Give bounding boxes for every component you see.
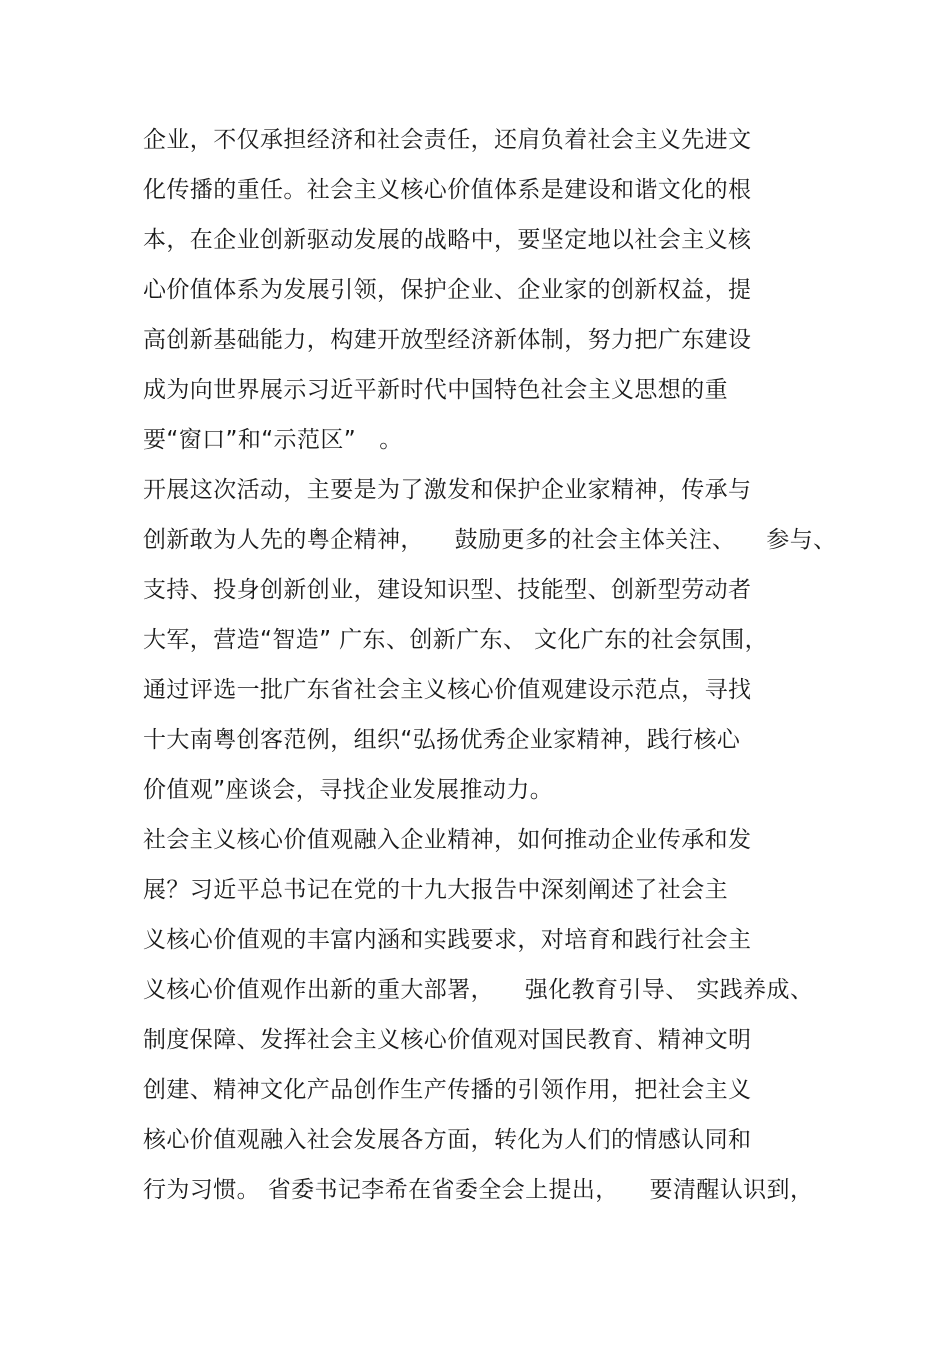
text-line: 社会主义核心价值观融入企业精神，如何推动企业传承和发 bbox=[143, 827, 752, 853]
text-line: 义核心价值观作出新的重大部署， 强化教育引导、 实践养成、 bbox=[143, 977, 814, 1003]
text-line: 制度保障、发挥社会主义核心价值观对国民教育、精神文明 bbox=[143, 1027, 752, 1053]
text-line: 大军，营造“智造” 广东、创新广东、 文化广东的社会氛围， bbox=[143, 627, 769, 653]
text-line: 通过评选一批广东省社会主义核心价值观建设示范点，寻找 bbox=[143, 677, 752, 703]
text-line: 创建、精神文化产品创作生产传播的引领作用，把社会主义 bbox=[143, 1077, 752, 1103]
text-line: 支持、投身创新创业，建设知识型、技能型、创新型劳动者 bbox=[143, 577, 752, 603]
text-line: 要“窗口”和“示范区” 。 bbox=[143, 427, 403, 453]
text-line: 成为向世界展示习近平新时代中国特色社会主义思想的重 bbox=[143, 377, 728, 403]
text-line: 展？习近平总书记在党的十九大报告中深刻阐述了社会主 bbox=[143, 877, 728, 903]
text-line: 行为习惯。 省委书记李希在省委全会上提出， 要清醒认识到， bbox=[143, 1177, 814, 1203]
text-line: 十大南粤创客范例，组织“弘扬优秀企业家精神，践行核心 bbox=[143, 727, 741, 753]
text-line: 企业，不仅承担经济和社会责任，还肩负着社会主义先进文 bbox=[143, 127, 752, 153]
text-line: 核心价值观融入社会发展各方面，转化为人们的情感认同和 bbox=[143, 1127, 752, 1153]
text-line: 高创新基础能力，构建开放型经济新体制，努力把广东建设 bbox=[143, 327, 752, 353]
text-line: 义核心价值观的丰富内涵和实践要求，对培育和践行社会主 bbox=[143, 927, 752, 953]
text-line: 本，在企业创新驱动发展的战略中，要坚定地以社会主义核 bbox=[143, 227, 752, 253]
text-line: 心价值体系为发展引领，保护企业、企业家的创新权益，提 bbox=[143, 277, 752, 303]
text-line: 化传播的重任。社会主义核心价值体系是建设和谐文化的根 bbox=[143, 177, 752, 203]
text-line: 创新敢为人先的粤企精神， 鼓励更多的社会主体关注、 参与、 bbox=[143, 527, 837, 553]
text-line: 开展这次活动，主要是为了激发和保护企业家精神，传承与 bbox=[143, 477, 752, 503]
text-line: 价值观”座谈会，寻找企业发展推动力。 bbox=[143, 777, 554, 803]
